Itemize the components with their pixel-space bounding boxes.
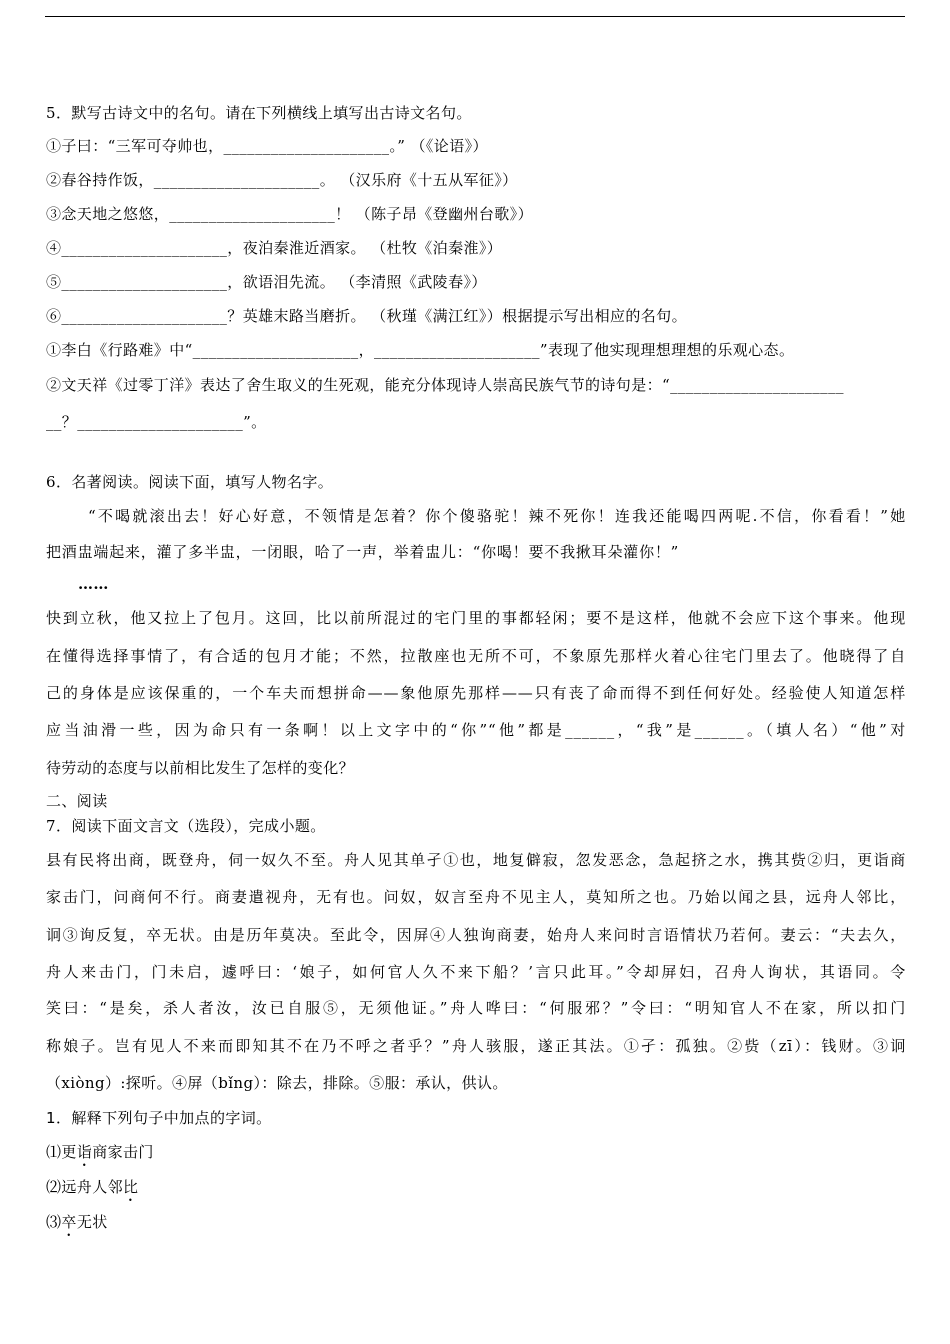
- item-prefix: ⑶: [46, 1213, 62, 1231]
- q6-ellipsis: ……: [78, 575, 109, 593]
- q5-item-9: __？_____________________”。: [46, 413, 267, 431]
- q6-passage-line: “不喝就滚出去！好心好意，不领情是怎着？你个傻骆驼！辣不死你！连我还能喝四两呢.不信，你看看！”她: [88, 507, 906, 525]
- q7-passage-line: （xiòng）:探听。④屏（bǐng）：除去，排除。⑤服：承认，供认。: [46, 1074, 508, 1092]
- dotted-word: 卒: [61, 1213, 77, 1231]
- q6-passage-line: 在懂得选择事情了，有合适的包月才能；不然，拉散座也无所不可，不象原先那样火着心往宅门里去了。他晓得了自: [46, 647, 906, 665]
- q5-item-7: ①李白《行路难》中“_____________________，_____________________”表现了他实现理想理想的乐观心态。: [46, 341, 795, 359]
- q6-passage-line: 快到立秋，他又拉上了包月。这回，比以前所混过的宅门里的事都轻闲；要不是这样，他就不会应下这个事来。他现: [46, 609, 906, 627]
- q7-subquestion-item: [46, 1142, 906, 1170]
- q7-passage-line: 舟人来击门，门未启，遽呼曰：‘娘子，如何官人久不来下船？’言只此耳。”令却屏妇，召舟人询状，其语同。令: [46, 963, 906, 981]
- header-rule: [45, 16, 905, 17]
- q5-item-4: ④_____________________，夜泊秦淮近酒家。 （杜牧《泊秦淮》）: [46, 239, 503, 257]
- q7-passage-line: 笑曰：“是矣，杀人者汝，汝已自服⑤，无须他证。”舟人哗曰：“何服邪？”令曰：“明知官人不在家，所以扣门: [46, 999, 906, 1017]
- q5-item-5: ⑤_____________________，欲语泪先流。 （李清照《武陵春》）: [46, 273, 487, 291]
- q6-passage-line: 应当油滑一些，因为命只有一条啊！以上文字中的“你”“他”都是______，“我”是______。（填人名）“他”对: [46, 721, 906, 739]
- q7-subquestion-item: [46, 1177, 906, 1205]
- q7-title: 7．阅读下面文言文（选段），完成小题。: [46, 817, 326, 835]
- item-prefix: ⑴更: [46, 1143, 77, 1161]
- q6-passage-line: 把酒盅端起来，灌了多半盅，一闭眼，哈了一声，举着盅儿：“你喝！要不我揪耳朵灌你！”: [46, 543, 680, 561]
- q6-passage-line: 待劳动的态度与以前相比发生了怎样的变化？: [46, 759, 355, 777]
- q5-item-3: ③念天地之悠悠，_____________________！ （陈子昂《登幽州台歌》）: [46, 205, 533, 223]
- q7-passage-line: 县有民将出商，既登舟，伺一奴久不至。舟人见其单孑①也，地复僻寂，忽发恶念，急起挤之水，携其赀②归，更诣商: [46, 851, 906, 869]
- q5-item-8: ②文天祥《过零丁洋》表达了舍生取义的生死观，能充分体现诗人崇高民族气节的诗句是：“______________________: [46, 376, 844, 394]
- item-suffix: 商家击门: [92, 1143, 154, 1161]
- q7-subquestion-title: 1．解释下列句子中加点的字词。: [46, 1109, 272, 1127]
- q6-passage-line: 己的身体是应该保重的，一个车夫而想拼命——象他原先那样——只有丧了命而得不到任何好处。经验使人知道怎样: [46, 684, 906, 702]
- q7-passage-line: 家击门，问商何不行。商妻遣视舟，无有也。问奴，奴言至舟不见主人，莫知所之也。乃始以闻之县，远舟人邻比，: [46, 888, 906, 906]
- q5-title: 5．默写古诗文中的名句。请在下列横线上填写出古诗文名句。: [46, 104, 472, 122]
- q5-item-6: ⑥_____________________？英雄末路当磨折。 （秋瑾《满江红》）根据提示写出相应的名句。: [46, 307, 687, 325]
- q7-passage-line: 诇③询反复，卒无状。由是历年莫决。至此令，因屏④人独询商妻，始舟人来问时言语情状乃若何。妻云：“夫去久，: [46, 926, 906, 944]
- dotted-word: 诣: [76, 1143, 93, 1161]
- dotted-word: 比: [123, 1178, 139, 1196]
- q7-passage-line: 称娘子。岂有见人不来而即知其不在乃不呼之者乎？”舟人骇服，遂正其法。①孑：孤独。②赀（zī）：钱财。③诇: [46, 1037, 906, 1055]
- q7-subquestion-item: [46, 1212, 906, 1240]
- q5-item-2: ②春谷持作饭，_____________________。 （汉乐府《十五从军征》）: [46, 171, 518, 189]
- q6-title: 6．名著阅读。阅读下面，填写人物名字。: [46, 473, 334, 491]
- q5-item-1: ①子曰：“三军可夺帅也，_____________________。” （《论语》）: [46, 137, 488, 155]
- item-prefix: ⑵远舟人邻: [46, 1178, 124, 1196]
- section-heading: 二、阅读: [46, 792, 108, 810]
- item-suffix: 无状: [76, 1213, 108, 1231]
